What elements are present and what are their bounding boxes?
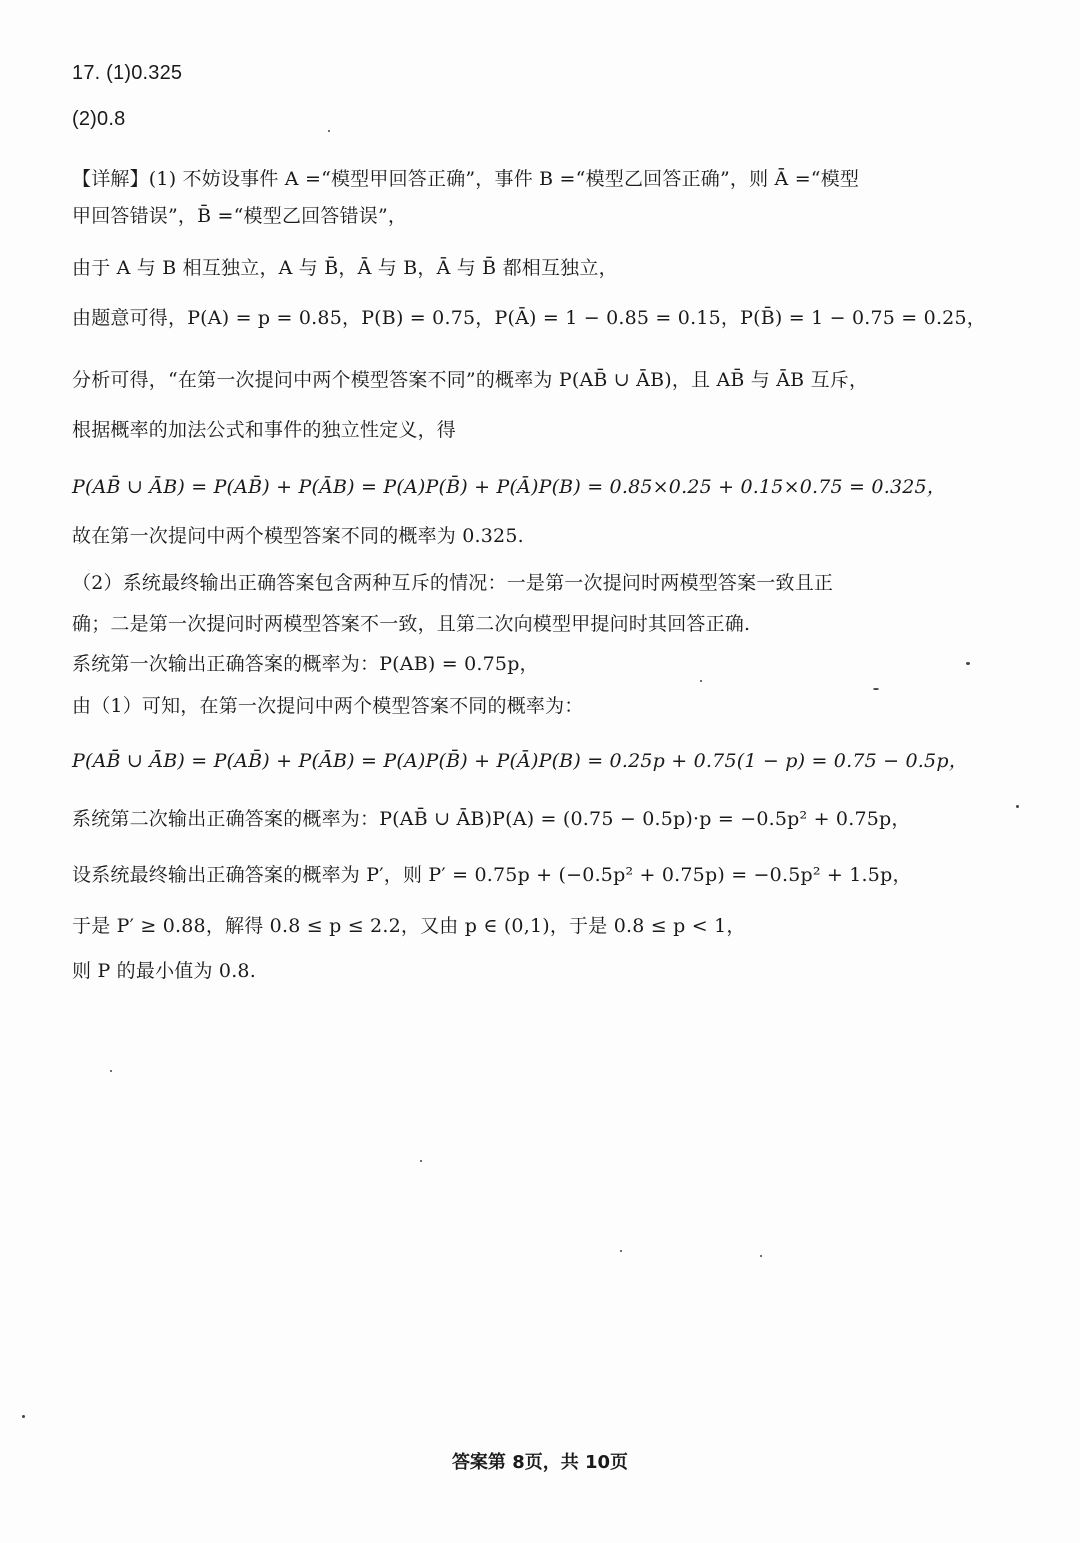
solution-line-11: 系统第一次输出正确答案的概率为：P(AB) = 0.75p， [72,653,539,675]
scan-speck [110,1070,112,1072]
scan-speck [760,1255,762,1257]
answer-q17-part1: 17. (1)0.325 [72,62,183,84]
solution-line-7: P(AB̄ ∪ ĀB) = P(AB̄) + P(ĀB) = P(A)P(B̄) + P(Ā)P(B) = 0.85×0.25 + 0.15×0.75 = 0.325， [72,476,947,498]
scan-speck [700,680,702,682]
solution-line-1: 【详解】(1) 不妨设事件 A =“模型甲回答正确”，事件 B =“模型乙回答正确”，则 Ā =“模型 [72,168,860,190]
solution-line-12: 由（1）可知，在第一次提问中两个模型答案不同的概率为： [72,695,584,717]
scan-speck [620,1250,622,1252]
solution-line-5: 分析可得，“在第一次提问中两个模型答案不同”的概率为 P(AB̄ ∪ ĀB)，且 AB̄ 与 ĀB 互斥， [72,369,869,391]
solution-line-13: P(AB̄ ∪ ĀB) = P(AB̄) + P(ĀB) = P(A)P(B̄) + P(Ā)P(B) = 0.25p + 0.75(1 − p) = 0.75 − 0.5p， [72,750,968,772]
solution-line-2: 甲回答错误”，B̄ =“模型乙回答错误”， [72,205,408,227]
solution-line-14: 系统第二次输出正确答案的概率为：P(AB̄ ∪ ĀB)P(A) = (0.75 − 0.5p)·p = −0.5p² + 0.75p， [72,808,911,830]
scan-speck [22,1415,25,1418]
page-footer: 答案第 8页，共 10页 [451,1452,629,1473]
solution-line-17: 则 P 的最小值为 0.8. [72,960,256,982]
scan-speck [966,662,970,665]
scan-speck [328,130,330,132]
scan-speck [420,1160,422,1162]
solution-line-8: 故在第一次提问中两个模型答案不同的概率为 0.325. [72,525,524,547]
solution-line-16: 于是 P′ ≥ 0.88，解得 0.8 ≤ p ≤ 2.2，又由 p ∈ (0,1)，于是 0.8 ≤ p < 1， [72,915,746,937]
solution-line-10: 确；二是第一次提问时两模型答案不一致，且第二次向模型甲提问时其回答正确. [72,613,751,635]
scan-speck [873,688,879,690]
solution-line-9: （2）系统最终输出正确答案包含两种互斥的情况：一是第一次提问时两模型答案一致且正 [72,572,834,594]
scan-speck [1016,805,1019,808]
answer-q17-part2: (2)0.8 [72,108,126,130]
solution-line-4: 由题意可得，P(A) = p = 0.85，P(B) = 0.75，P(Ā) = 1 − 0.85 = 0.15，P(B̄) = 1 − 0.75 = 0.25， [72,307,986,329]
solution-line-3: 由于 A 与 B 相互独立，A 与 B̄，Ā 与 B，Ā 与 B̄ 都相互独立， [72,257,618,279]
solution-line-15: 设系统最终输出正确答案的概率为 P′，则 P′ = 0.75p + (−0.5p² + 0.75p) = −0.5p² + 1.5p， [72,864,912,886]
solution-line-6: 根据概率的加法公式和事件的独立性定义，得 [72,419,457,441]
